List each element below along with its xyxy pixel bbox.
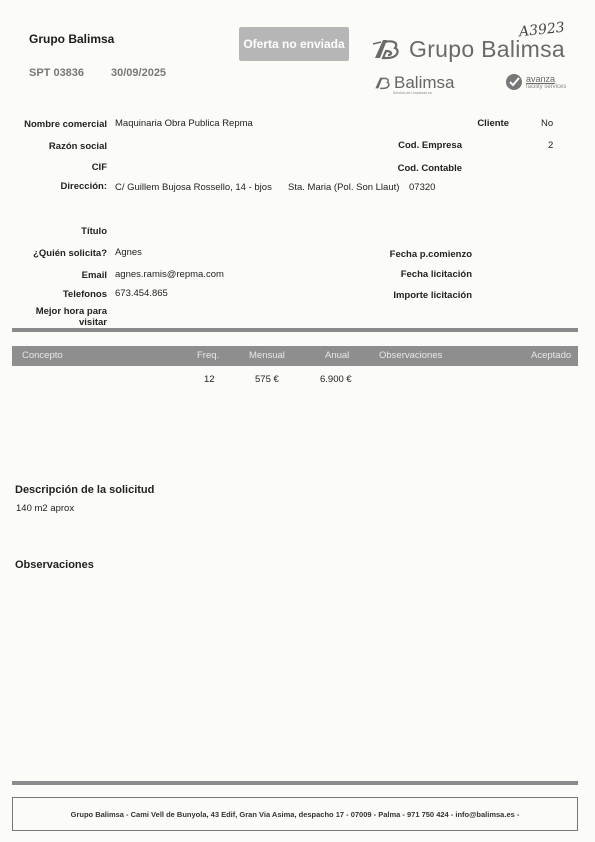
avanza-sub: facility services [526,83,567,90]
descripcion-text: 140 m2 aprox [16,503,75,514]
cod-contable-label: Cod. Contable [397,163,462,174]
table-header [12,346,578,366]
grupo-balimsa-logo [371,36,565,62]
telefonos-label: Telefonos [62,289,107,300]
fecha-licitacion-label: Fecha licitación [400,269,472,280]
cod-empresa-value: 2 [548,140,554,151]
cif-label: CIF [91,162,107,173]
document-reference: SPT 03836 [29,67,85,79]
razon-social-label: Razón social [48,141,107,152]
row-anual: 6.900 € [320,374,352,385]
row-mensual: 575 € [255,374,279,385]
main-wordmark: Grupo Balimsa [409,35,566,62]
avanza-check-icon [505,73,523,91]
localidad-value: Sta. Maria (Pol. Son Llaut) [288,182,400,193]
email-label: Email [81,270,107,281]
quien-solicita-value: Agnes [115,247,142,258]
status-badge: Oferta no enviada [239,27,349,61]
cliente-label: Cliente [477,118,509,129]
fecha-comienzo-label: Fecha p.comienzo [389,249,472,260]
footer: Grupo Balimsa - Cami Vell de Bunyola, 43 Edif, Gran Via Asima, despacho 17 - 07009 - Palma - 971 750 424 - info@balimsa.es - [12,797,578,831]
importe-licitacion-label: Importe licitación [393,290,472,301]
balimsa-tagline: Servicio de Limpiezas sa [393,91,432,95]
mejor-hora-label-line1: Mejor hora para [35,306,107,317]
handwritten-note: A3923 [518,19,566,41]
company-name: Grupo Balimsa [29,32,115,46]
avanza-name: avanza [526,73,556,84]
balimsa-small-mark-icon [373,75,391,91]
avanza-logo [505,73,566,91]
col-concepto: Concepto [22,350,63,361]
quien-solicita-label: ¿Quién solicita? [33,248,107,259]
cp-value: 07320 [409,182,436,193]
document-date: 30/09/2025 [111,67,167,79]
direccion-value: C/ Guillem Bujosa Rossello, 14 - bjos [115,182,272,193]
balimsa-logo [373,73,454,93]
telefonos-value: 673.454.865 [115,288,168,299]
section-divider [12,328,578,332]
col-anual: Anual [325,350,350,361]
col-freq: Freq. [197,350,220,361]
col-aceptado: Aceptado [531,350,572,361]
row-freq: 12 [204,374,215,385]
balimsa-wordmark: Balimsa [394,73,455,92]
cliente-value: No [541,118,554,129]
col-observaciones: Observaciones [379,350,443,361]
mejor-hora-label [36,306,107,328]
mejor-hora-label-line2: visitar [79,317,107,328]
nombre-comercial-value: Maquinaria Obra Publica Repma [115,118,253,129]
balimsa-mark-icon [371,36,401,62]
direccion-label: Dirección: [60,181,107,192]
email-value: agnes.ramis@repma.com [115,269,224,280]
col-mensual: Mensual [249,350,285,361]
cod-empresa-label: Cod. Empresa [398,140,462,151]
observaciones-title: Observaciones [15,559,94,571]
descripcion-title: Descripción de la solicitud [15,484,155,496]
footer-divider [12,781,578,785]
nombre-comercial-label: Nombre comercial [24,119,107,130]
titulo-label: Título [81,226,107,237]
